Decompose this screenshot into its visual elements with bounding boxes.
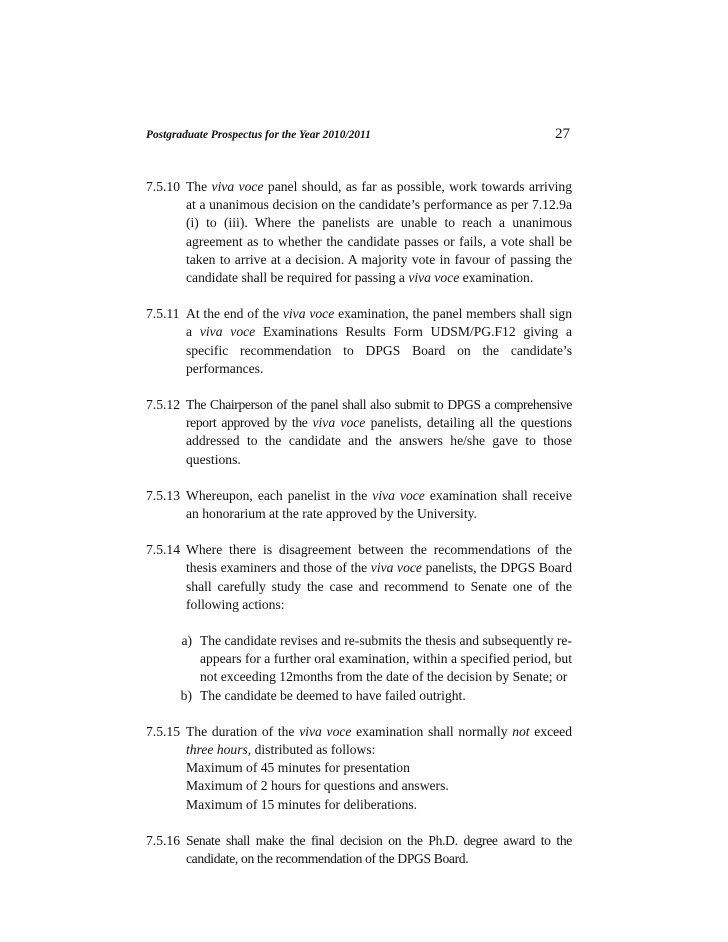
text-run: At the end of the [186, 306, 283, 322]
text-run: The Chairperson of the panel shall also submit to DPGS a comprehensive report approved by the [186, 397, 572, 431]
section-number: 7.5.13 [146, 487, 180, 503]
italic-term: viva voce [372, 487, 425, 503]
list-item-text: The candidate revises and re-submits the thesis and subsequently re-appears for a further oral examination, within a specified period, but not exceeding 12months from the date of the decision by Senate; or [200, 633, 572, 685]
section-7-5-15 [146, 723, 572, 814]
section-7-5-10 [146, 178, 572, 287]
section-text [186, 305, 572, 378]
text-run: panelists, detailing all the questions addressed to the candidate and the answers he/she gave to those questions. [186, 415, 573, 467]
italic-term: three hours, [186, 742, 252, 758]
section-text [186, 723, 572, 814]
text-run: Senate shall make the final decision on the Ph.D. degree award to the candidate, on the recommendation of the DPGS Board. [186, 832, 572, 867]
italic-term: viva voce [299, 723, 352, 739]
list-item-text: The candidate be deemed to have failed outright. [200, 687, 466, 703]
list-item [179, 687, 572, 705]
section-7-5-12 [146, 396, 572, 469]
section-7-5-11 [146, 305, 572, 378]
text-run: examination shall receive an honorarium at the rate approved by the University. [186, 487, 573, 522]
duration-line: Maximum of 2 hours for questions and answers. [186, 778, 449, 794]
text-run: panel should, as far as possible, work towards arriving at a unanimous decision on the candidate’s performance as per 7.12.9a (i) to (iii). Where the panelists are unable to reach a unanimous agreement as to whether the candidate passes or fails, a vote shall be taken to arrive at a decision. A majority vote in favour of passing the candidate shall be required for passing a [186, 179, 572, 286]
text-run: examination. [459, 270, 534, 286]
section-text [186, 396, 572, 469]
action-list [179, 632, 572, 705]
section-number: 7.5.11 [146, 306, 180, 322]
duration-line: Maximum of 15 minutes for deliberations. [186, 796, 418, 812]
text-run: Whereupon, each panelist in the [186, 487, 373, 503]
duration-line: Maximum of 45 minutes for presentation [186, 760, 410, 776]
section-text [186, 832, 572, 868]
list-marker: b) [180, 687, 192, 703]
italic-term: viva voce [199, 324, 256, 340]
text-run: Where there is disagreement between the recommendations of the thesis examiners and those of the [186, 542, 572, 576]
section-text [180, 541, 572, 705]
page-number: 27 [555, 126, 570, 142]
italic-term: viva voce [370, 560, 422, 576]
italic-term: not [512, 723, 530, 739]
document-body [146, 178, 572, 868]
document-page [146, 126, 572, 886]
section-7-5-14 [146, 541, 572, 705]
section-7-5-13 [146, 487, 572, 523]
section-text [186, 178, 572, 287]
text-run: distributed as follows: [251, 742, 376, 758]
list-marker: a) [181, 633, 192, 649]
section-number: 7.5.14 [146, 542, 180, 558]
section-number: 7.5.15 [146, 723, 180, 739]
text-run: The duration of the [186, 723, 300, 739]
text-run: The [186, 179, 212, 194]
text-run: exceed [529, 723, 573, 739]
text-run: examination shall normally [351, 723, 513, 739]
italic-term: viva voce [408, 270, 460, 286]
section-number: 7.5.16 [146, 832, 180, 848]
text-run: panelists, the DPGS Board shall carefully study the case and recommend to Senate one of the following actions: [186, 560, 572, 612]
text-run: Examinations Results Form UDSM/PG.F12 giving a specific recommendation to DPGS Board on the candidate’s performances. [186, 324, 572, 376]
text-run: examination, the panel members shall sign a [186, 306, 572, 340]
italic-term: viva voce [211, 179, 264, 194]
page-header [146, 126, 572, 148]
section-number: 7.5.12 [146, 397, 180, 413]
italic-term: viva voce [282, 306, 335, 322]
section-text [186, 487, 572, 523]
list-item [179, 632, 572, 687]
italic-term: viva voce [312, 415, 366, 431]
section-7-5-16 [146, 832, 572, 868]
running-title: Postgraduate Prospectus for the Year 2010/2011 [146, 129, 371, 141]
section-number: 7.5.10 [146, 179, 180, 194]
